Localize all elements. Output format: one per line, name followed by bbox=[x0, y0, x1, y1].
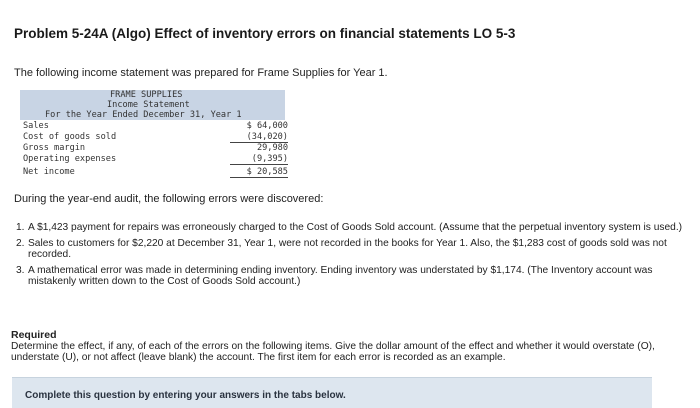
required-instructions: Determine the effect, if any, of each of the errors on the following items. Give the dollar amount of the effect and whether it would overstate (O), understate (U), or not affect (leave blank) the account. The first item for each error is recorded as an example. bbox=[11, 341, 655, 363]
error-item bbox=[16, 238, 696, 260]
error-number: 1. bbox=[16, 222, 25, 233]
company-name: FRAME SUPPLIES bbox=[110, 90, 183, 100]
row-value-operating-expenses: (9,395) bbox=[230, 154, 288, 165]
errors-list bbox=[16, 222, 696, 292]
statement-name: Income Statement bbox=[107, 100, 190, 110]
statement-header bbox=[20, 90, 285, 120]
row-value-cogs: (34,020) bbox=[230, 132, 288, 143]
statement-body bbox=[20, 120, 288, 182]
error-item bbox=[16, 265, 696, 287]
intro-text: The following income statement was prepared for Frame Supplies for Year 1. bbox=[14, 67, 388, 79]
statement-period: For the Year Ended December 31, Year 1 bbox=[45, 110, 242, 120]
error-text: A $1,423 payment for repairs was erroneously charged to the Cost of Goods Sold account. (Assume that the perpetual inventory system is used.) bbox=[28, 222, 683, 233]
banner-text: Complete this question by entering your answers in the tabs below. bbox=[25, 390, 346, 401]
error-item bbox=[16, 222, 696, 233]
row-label-net-income: Net income bbox=[23, 167, 75, 177]
row-value-gross-margin: 29,980 bbox=[256, 143, 288, 153]
row-value-net-income: $ 20,585 bbox=[230, 167, 288, 178]
row-label-gross-margin: Gross margin bbox=[23, 143, 86, 153]
row-label-sales: Sales bbox=[23, 121, 49, 131]
required-heading: Required bbox=[11, 329, 57, 341]
row-label-operating-expenses: Operating expenses bbox=[23, 154, 117, 164]
error-number: 3. bbox=[16, 265, 25, 276]
errors-intro: During the year-end audit, the following errors were discovered: bbox=[14, 193, 324, 205]
instruction-banner bbox=[12, 377, 652, 408]
income-statement bbox=[20, 90, 288, 182]
problem-title: Problem 5-24A (Algo) Effect of inventory errors on financial statements LO 5-3 bbox=[14, 26, 516, 41]
error-text: Sales to customers for $2,220 at December 31, Year 1, were not recorded in the books for Year 1. Also, the $1,283 cost of goods sold was not recorded. bbox=[28, 238, 667, 260]
error-number: 2. bbox=[16, 238, 25, 249]
row-label-cogs: Cost of goods sold bbox=[23, 132, 117, 142]
row-value-sales: $ 64,000 bbox=[246, 121, 288, 131]
error-text: A mathematical error was made in determining ending inventory. Ending inventory was understated by $1,174. (The Inventory account was mistakenly written down to the Cost of Goods Sold account.) bbox=[28, 265, 653, 287]
